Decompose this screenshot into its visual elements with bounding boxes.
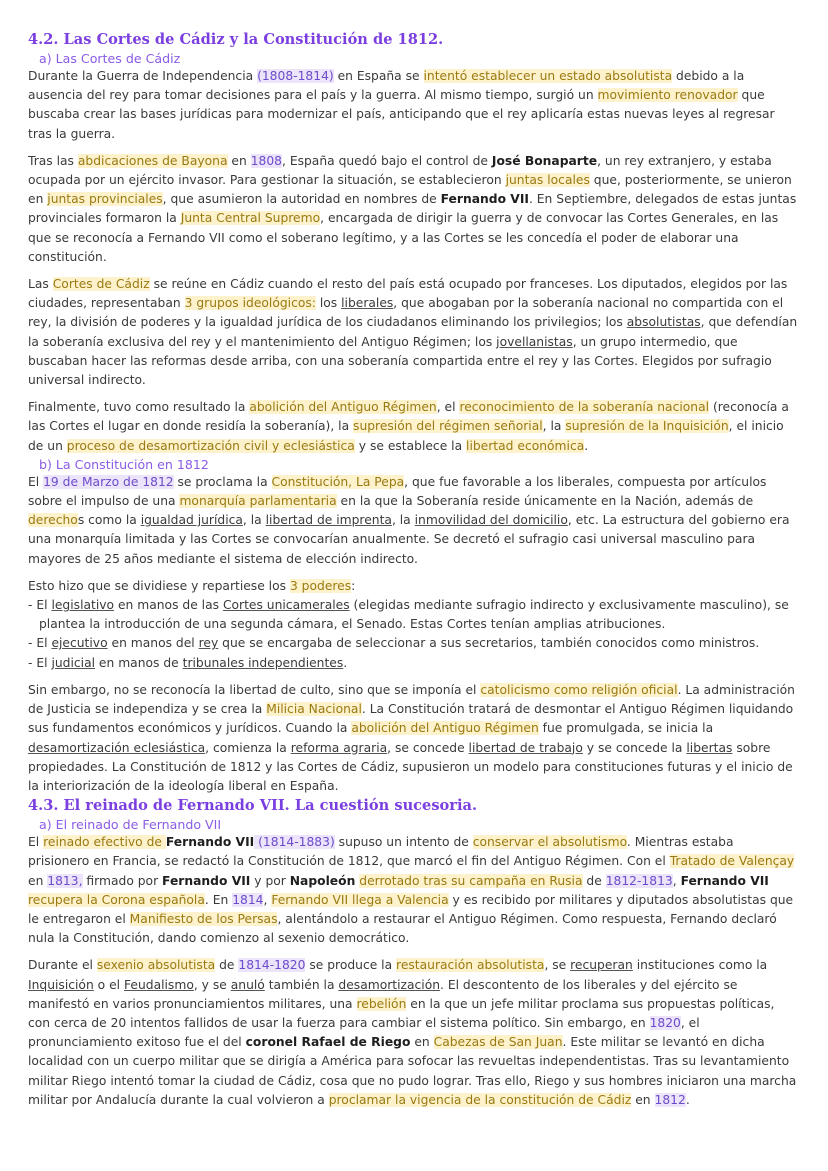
paragraph-tres-poderes: Esto hizo que se dividiese y repartiese los 3 poderes:	[28, 578, 356, 593]
paragraph-resultados: Finalmente, tuvo como resultado la abolición del Antiguo Régimen, el reconocimiento de la soberanía nacional (reconocía a las Cortes el lugar en donde residía la soberanía), la supresión del régimen señorial, la supresión de la Inquisición, el inicio de un proceso de desamortización civil y eclesiástica y se establece la libertad económica.	[28, 400, 789, 453]
list-item-ejecutivo: - El ejecutivo en manos del rey que se encargaba de seleccionar a sus secretarios, también conocidos como ministros.	[28, 636, 760, 651]
section-heading-4-2: 4.2. Las Cortes de Cádiz y la Constitución de 1812.	[28, 31, 444, 48]
paragraph-sexenio-absolutista: Durante el sexenio absolutista de 1814-1820 se produce la restauración absolutista, se recuperan instituciones como la Inquisición o el Feudalismo, y se anuló también la desamortización. El descontento de los liberales y del ejército se manifestó en varios pronunciamientos militares, una rebelión en la que un jefe militar proclama sus propuestas políticas, con cerca de 20 intentos fallidos de usar la fuerza para cambiar el sistema político. Sin embargo, en 1820, el pronunciamiento exitoso fue el del coronel Rafael de Riego en Cabezas de San Juan. Este militar se levantó en dicha localidad con un cuerpo militar que se dirigía a América para sofocar las revueltas independentistas. Tras su levantamiento militar Riego intentó tomar la ciudad de Cádiz, cosa que no pudo lograr. Tras ello, Riego y sus hombres iniciaron una marcha militar por Andalucía durante la cual volvieron a proclamar la vigencia de la constitución de Cádiz en 1812.	[28, 958, 797, 1107]
section-heading-4-3: 4.3. El reinado de Fernando VII. La cuestión sucesoria.	[28, 797, 478, 815]
list-item-legislativo: - El legislativo en manos de las Cortes unicamerales (elegidas mediante sufragio indirecto y exclusivamente masculino), se plantea la introducción de una segunda cámara, el Senado. Estas Cortes tenían amplias atribuciones.	[28, 598, 789, 632]
paragraph-abdicaciones-bayona: Tras las abdicaciones de Bayona en 1808, España quedó bajo el control de José Bonaparte, un rey extranjero, y estaba ocupada por un ejército invasor. Para gestionar la situación, se establecieron juntas locales que, posteriormente, se unieron en juntas provinciales, que asumieron la autoridad en nombres de Fernando VII. En Septiembre, delegados de estas juntas provinciales formaron la Junta Central Supremo, encargada de dirigir la guerra y de convocar las Cortes Generales, en las que se reconocía a Fernando VII como el soberano legítimo, y a las Cortes se les concedía el poder de elaborar una constitución.	[28, 153, 797, 264]
paragraph-la-pepa: El 19 de Marzo de 1812 se proclama la Constitución, La Pepa, que fue favorable a los liberales, compuesta por artículos sobre el impulso de una monarquía parlamentaria en la que la Soberanía reside únicamente en la Nación, además de derechos como la igualdad jurídica, la libertad de imprenta, la inmovilidad del domicilio, etc. La estructura del gobierno era una monarquía limitada y las Cortes se convocarían anualmente. Se decretó el sufragio casi universal masculino para mayores de 25 años mediante el sistema de elección indirecto.	[28, 474, 790, 566]
subheading-reinado-fernando: a) El reinado de Fernando VII	[39, 817, 222, 833]
paragraph-guerra-independencia: Durante la Guerra de Independencia (1808-1814) en España se intentó establecer un estado absolutista debido a la ausencia del rey para tomar decisiones para el país y la guerra. Al mismo tiempo, surgió un movimiento renovador que buscaba crear las bases jurídicas para modernizar el país, anticipando que el rey aplicaría estas nuevas leyes al regresar tras la guerra.	[28, 69, 775, 141]
poderes-list	[28, 596, 798, 673]
subheading-cortes-cadiz: a) Las Cortes de Cádiz	[39, 51, 181, 66]
paragraph-reinado-efectivo: El reinado efectivo de Fernando VII (1814-1883) supuso un intento de conservar el absolutismo. Mientras estaba prisionero en Francia, se redactó la Constitución de 1812, que marcó el fin del Antiguo Régimen. Con el Tratado de Valençay en 1813, firmado por Fernando VII y por Napoleón derrotado tras su campaña en Rusia de 1812-1813, Fernando VII recupera la Corona española. En 1814, Fernando VII llega a Valencia y es recibido por militares y diputados absolutistas que le entregaron el Manifiesto de los Persas, alentándolo a restaurar el Antiguo Régimen. Como respuesta, Fernando declaró nula la Constitución, dando comienzo al sexenio democrático.	[28, 835, 795, 946]
list-item-judicial: - El judicial en manos de tribunales independientes.	[28, 655, 348, 670]
subheading-constitucion-1812: b) La Constitución en 1812	[39, 456, 209, 472]
paragraph-catolicismo: Sin embargo, no se reconocía la libertad de culto, sino que se imponía el catolicismo como religión oficial. La administración de Justicia se independiza y se crea la Milicia Nacional. La Constitución tratará de desmontar el Antiguo Régimen liquidando sus fundamentos económicos y jurídicos. Cuando la abolición del Antiguo Régimen fue promulgada, se inicia la desamortización eclesiástica, comienza la reforma agraria, se concede libertad de trabajo y se concede la libertas sobre propiedades. La Constitución de 1812 y las Cortes de Cádiz, supusieron un modelo para constituciones futuras y el inicio de la interiorización de la ideología liberal en España.	[28, 682, 795, 793]
paragraph-grupos-ideologicos: Las Cortes de Cádiz se reúne en Cádiz cuando el resto del país está ocupado por franceses. Los diputados, elegidos por las ciudades, representaban 3 grupos ideológicos: los liberales, que abogaban por la soberanía nacional no compartida con el rey, la división de poderes y la igualdad jurídica de los ciudadanos eliminando los privilegios; los absolutistas, que defendían la soberanía exclusiva del rey y el mantenimiento del Antiguo Régimen; los jovellanistas, un grupo intermedio, que buscaban hacer las reformas desde arriba, con una soberanía compartida entre el rey y las Cortes. Elegidos por sufragio universal indirecto.	[28, 277, 798, 388]
